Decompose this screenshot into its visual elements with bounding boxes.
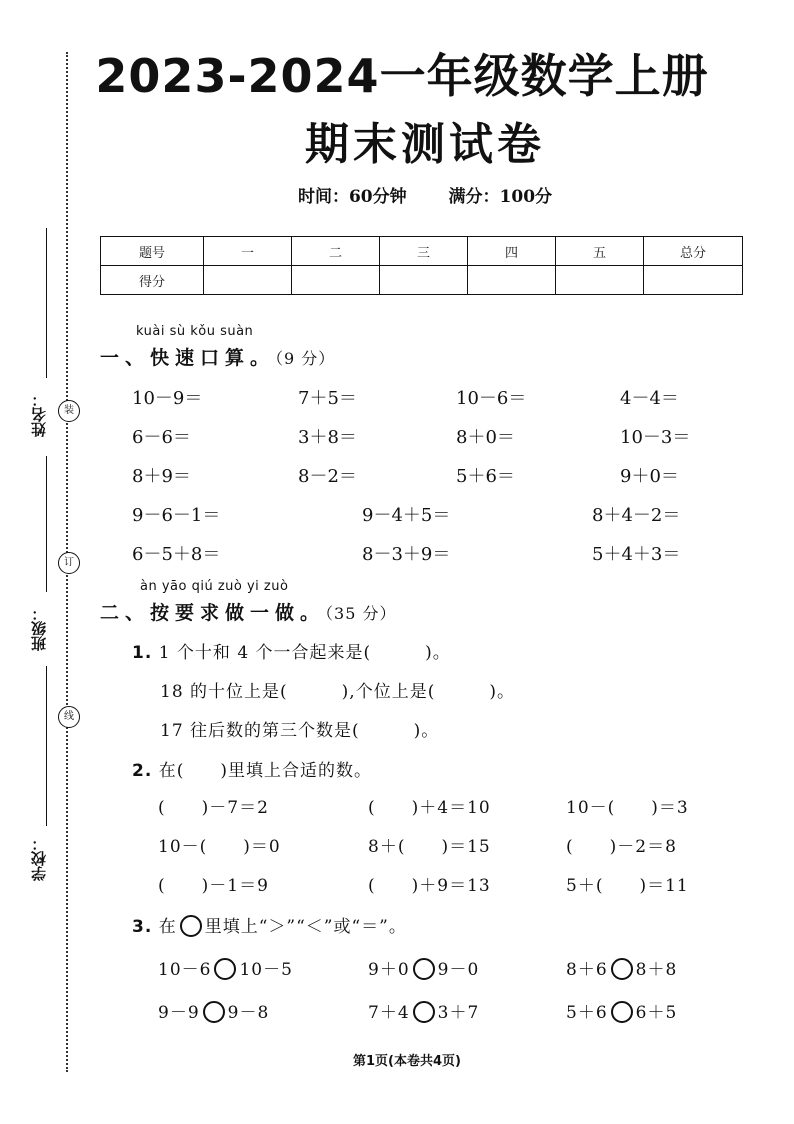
score-cell[interactable] bbox=[380, 266, 468, 295]
question-number: 2. bbox=[132, 761, 153, 781]
score-table-header: 二 bbox=[292, 237, 380, 266]
compare-right: 3＋7 bbox=[437, 1003, 480, 1023]
compare-left: 8＋6 bbox=[566, 960, 608, 980]
compare-left: 5＋6 bbox=[566, 1003, 608, 1023]
calc-item: 8－2＝ bbox=[298, 466, 357, 487]
score-table-header: 总分 bbox=[644, 237, 743, 266]
school-label: 学校： bbox=[30, 836, 48, 881]
calc-item: 9－4＋5＝ bbox=[362, 505, 451, 526]
compare-item bbox=[158, 998, 269, 1023]
section1-heading bbox=[100, 343, 335, 370]
score-cell[interactable] bbox=[556, 266, 644, 295]
score-cell[interactable] bbox=[292, 266, 380, 295]
question-2 bbox=[132, 756, 372, 781]
calc-item: 8＋9＝ bbox=[132, 466, 191, 487]
score-table-header: 四 bbox=[468, 237, 556, 266]
calc-item: 7＋5＝ bbox=[298, 388, 357, 409]
page-footer: 第1页(本卷共4页) bbox=[353, 1054, 461, 1069]
compare-circle-icon[interactable] bbox=[214, 958, 236, 980]
question-text: 1 个十和 4 个一合起来是( )。 bbox=[158, 643, 451, 663]
section1-score: （9 分） bbox=[275, 349, 336, 368]
exam-time: 时间：60分钟 bbox=[297, 187, 407, 207]
calc-item: 6－5＋8＝ bbox=[132, 544, 221, 565]
class-write-line-upper bbox=[46, 456, 47, 592]
section2-title: 二、按要求做一做。 bbox=[100, 602, 326, 624]
fill-item: ( )＋9＝13 bbox=[368, 876, 491, 896]
compare-right: 6＋5 bbox=[635, 1003, 678, 1023]
fill-item: ( )－1＝9 bbox=[158, 876, 269, 896]
score-cell[interactable] bbox=[204, 266, 292, 295]
question-3 bbox=[132, 912, 407, 937]
score-table-header-row bbox=[101, 237, 743, 266]
compare-right: 10－5 bbox=[239, 960, 293, 980]
compare-right: 9－8 bbox=[227, 1003, 270, 1023]
score-row-label: 得分 bbox=[101, 266, 204, 295]
score-table bbox=[100, 236, 743, 295]
fill-item: ( )－7＝2 bbox=[158, 798, 269, 818]
calc-item: 8－3＋9＝ bbox=[362, 544, 451, 565]
score-cell[interactable] bbox=[468, 266, 556, 295]
question-number: 3. bbox=[132, 917, 153, 937]
class-write-line-lower bbox=[46, 666, 47, 826]
section2-pinyin: àn yāo qiú zuò yi zuò bbox=[140, 579, 289, 594]
question-text: 在( )里填上合适的数。 bbox=[158, 761, 372, 781]
class-label: 班级： bbox=[30, 606, 48, 651]
fill-item: ( )＋4＝10 bbox=[368, 798, 491, 818]
calc-item: 8＋0＝ bbox=[456, 427, 515, 448]
calc-item: 3＋8＝ bbox=[298, 427, 357, 448]
calc-item: 10－9＝ bbox=[132, 388, 203, 409]
name-write-line bbox=[46, 228, 47, 378]
section2-score: （35 分） bbox=[325, 604, 397, 623]
fill-item: 10－( )＝3 bbox=[566, 798, 689, 818]
score-table-header: 一 bbox=[204, 237, 292, 266]
compare-left: 9＋0 bbox=[368, 960, 410, 980]
compare-circle-icon[interactable] bbox=[611, 1001, 633, 1023]
calc-item: 5＋6＝ bbox=[456, 466, 515, 487]
compare-left: 7＋4 bbox=[368, 1003, 410, 1023]
question-text: 18 的十位上是( ),个位上是( )。 bbox=[160, 682, 515, 702]
question-text-after: 里填上“＞”“＜”或“＝”。 bbox=[204, 917, 407, 937]
score-cell[interactable] bbox=[644, 266, 743, 295]
section2-heading bbox=[100, 598, 396, 625]
score-table-header: 题号 bbox=[101, 237, 204, 266]
name-label: 姓名： bbox=[30, 392, 48, 437]
fill-item: ( )－2＝8 bbox=[566, 837, 677, 857]
section1-pinyin: kuài sù kǒu suàn bbox=[136, 324, 254, 339]
score-table-header: 五 bbox=[556, 237, 644, 266]
question-text-before: 在 bbox=[158, 917, 177, 937]
compare-item bbox=[566, 955, 677, 980]
compare-right: 8＋8 bbox=[635, 960, 678, 980]
seal-ding: 订 bbox=[58, 552, 80, 574]
calc-item: 5＋4＋3＝ bbox=[592, 544, 681, 565]
compare-circle-icon[interactable] bbox=[413, 958, 435, 980]
section1-title: 一、快速口算。 bbox=[100, 347, 276, 369]
seal-zhuang: 装 bbox=[58, 400, 80, 422]
compare-circle-icon[interactable] bbox=[413, 1001, 435, 1023]
page-subtitle: 期末测试卷 bbox=[305, 119, 545, 170]
compare-item bbox=[368, 955, 479, 980]
compare-right: 9－0 bbox=[437, 960, 480, 980]
fill-item: 5＋( )＝11 bbox=[566, 876, 689, 896]
calc-item: 4－4＝ bbox=[620, 388, 679, 409]
score-table-score-row bbox=[101, 266, 743, 295]
exam-full-score: 满分：100分 bbox=[448, 187, 553, 207]
compare-item bbox=[566, 998, 677, 1023]
compare-left: 9－9 bbox=[158, 1003, 200, 1023]
calc-item: 6－6＝ bbox=[132, 427, 191, 448]
calc-item: 10－6＝ bbox=[456, 388, 527, 409]
exam-meta bbox=[0, 182, 794, 207]
seal-xian: 线 bbox=[58, 706, 80, 728]
fill-item: 8＋( )＝15 bbox=[368, 837, 491, 857]
compare-item bbox=[368, 998, 479, 1023]
compare-circle-icon[interactable] bbox=[203, 1001, 225, 1023]
compare-circle-icon bbox=[180, 915, 202, 937]
fill-item: 10－( )＝0 bbox=[158, 837, 281, 857]
question-number: 1. bbox=[132, 643, 153, 663]
question-text: 17 往后数的第三个数是( )。 bbox=[160, 721, 440, 741]
page-title: 2023-2024一年级数学上册 bbox=[95, 49, 709, 103]
calc-item: 9＋0＝ bbox=[620, 466, 679, 487]
calc-item: 8＋4－2＝ bbox=[592, 505, 681, 526]
question-1 bbox=[132, 638, 451, 663]
calc-item: 10－3＝ bbox=[620, 427, 691, 448]
compare-left: 10－6 bbox=[158, 960, 212, 980]
compare-circle-icon[interactable] bbox=[611, 958, 633, 980]
compare-item bbox=[158, 955, 293, 980]
score-table-header: 三 bbox=[380, 237, 468, 266]
calc-item: 9－6－1＝ bbox=[132, 505, 221, 526]
